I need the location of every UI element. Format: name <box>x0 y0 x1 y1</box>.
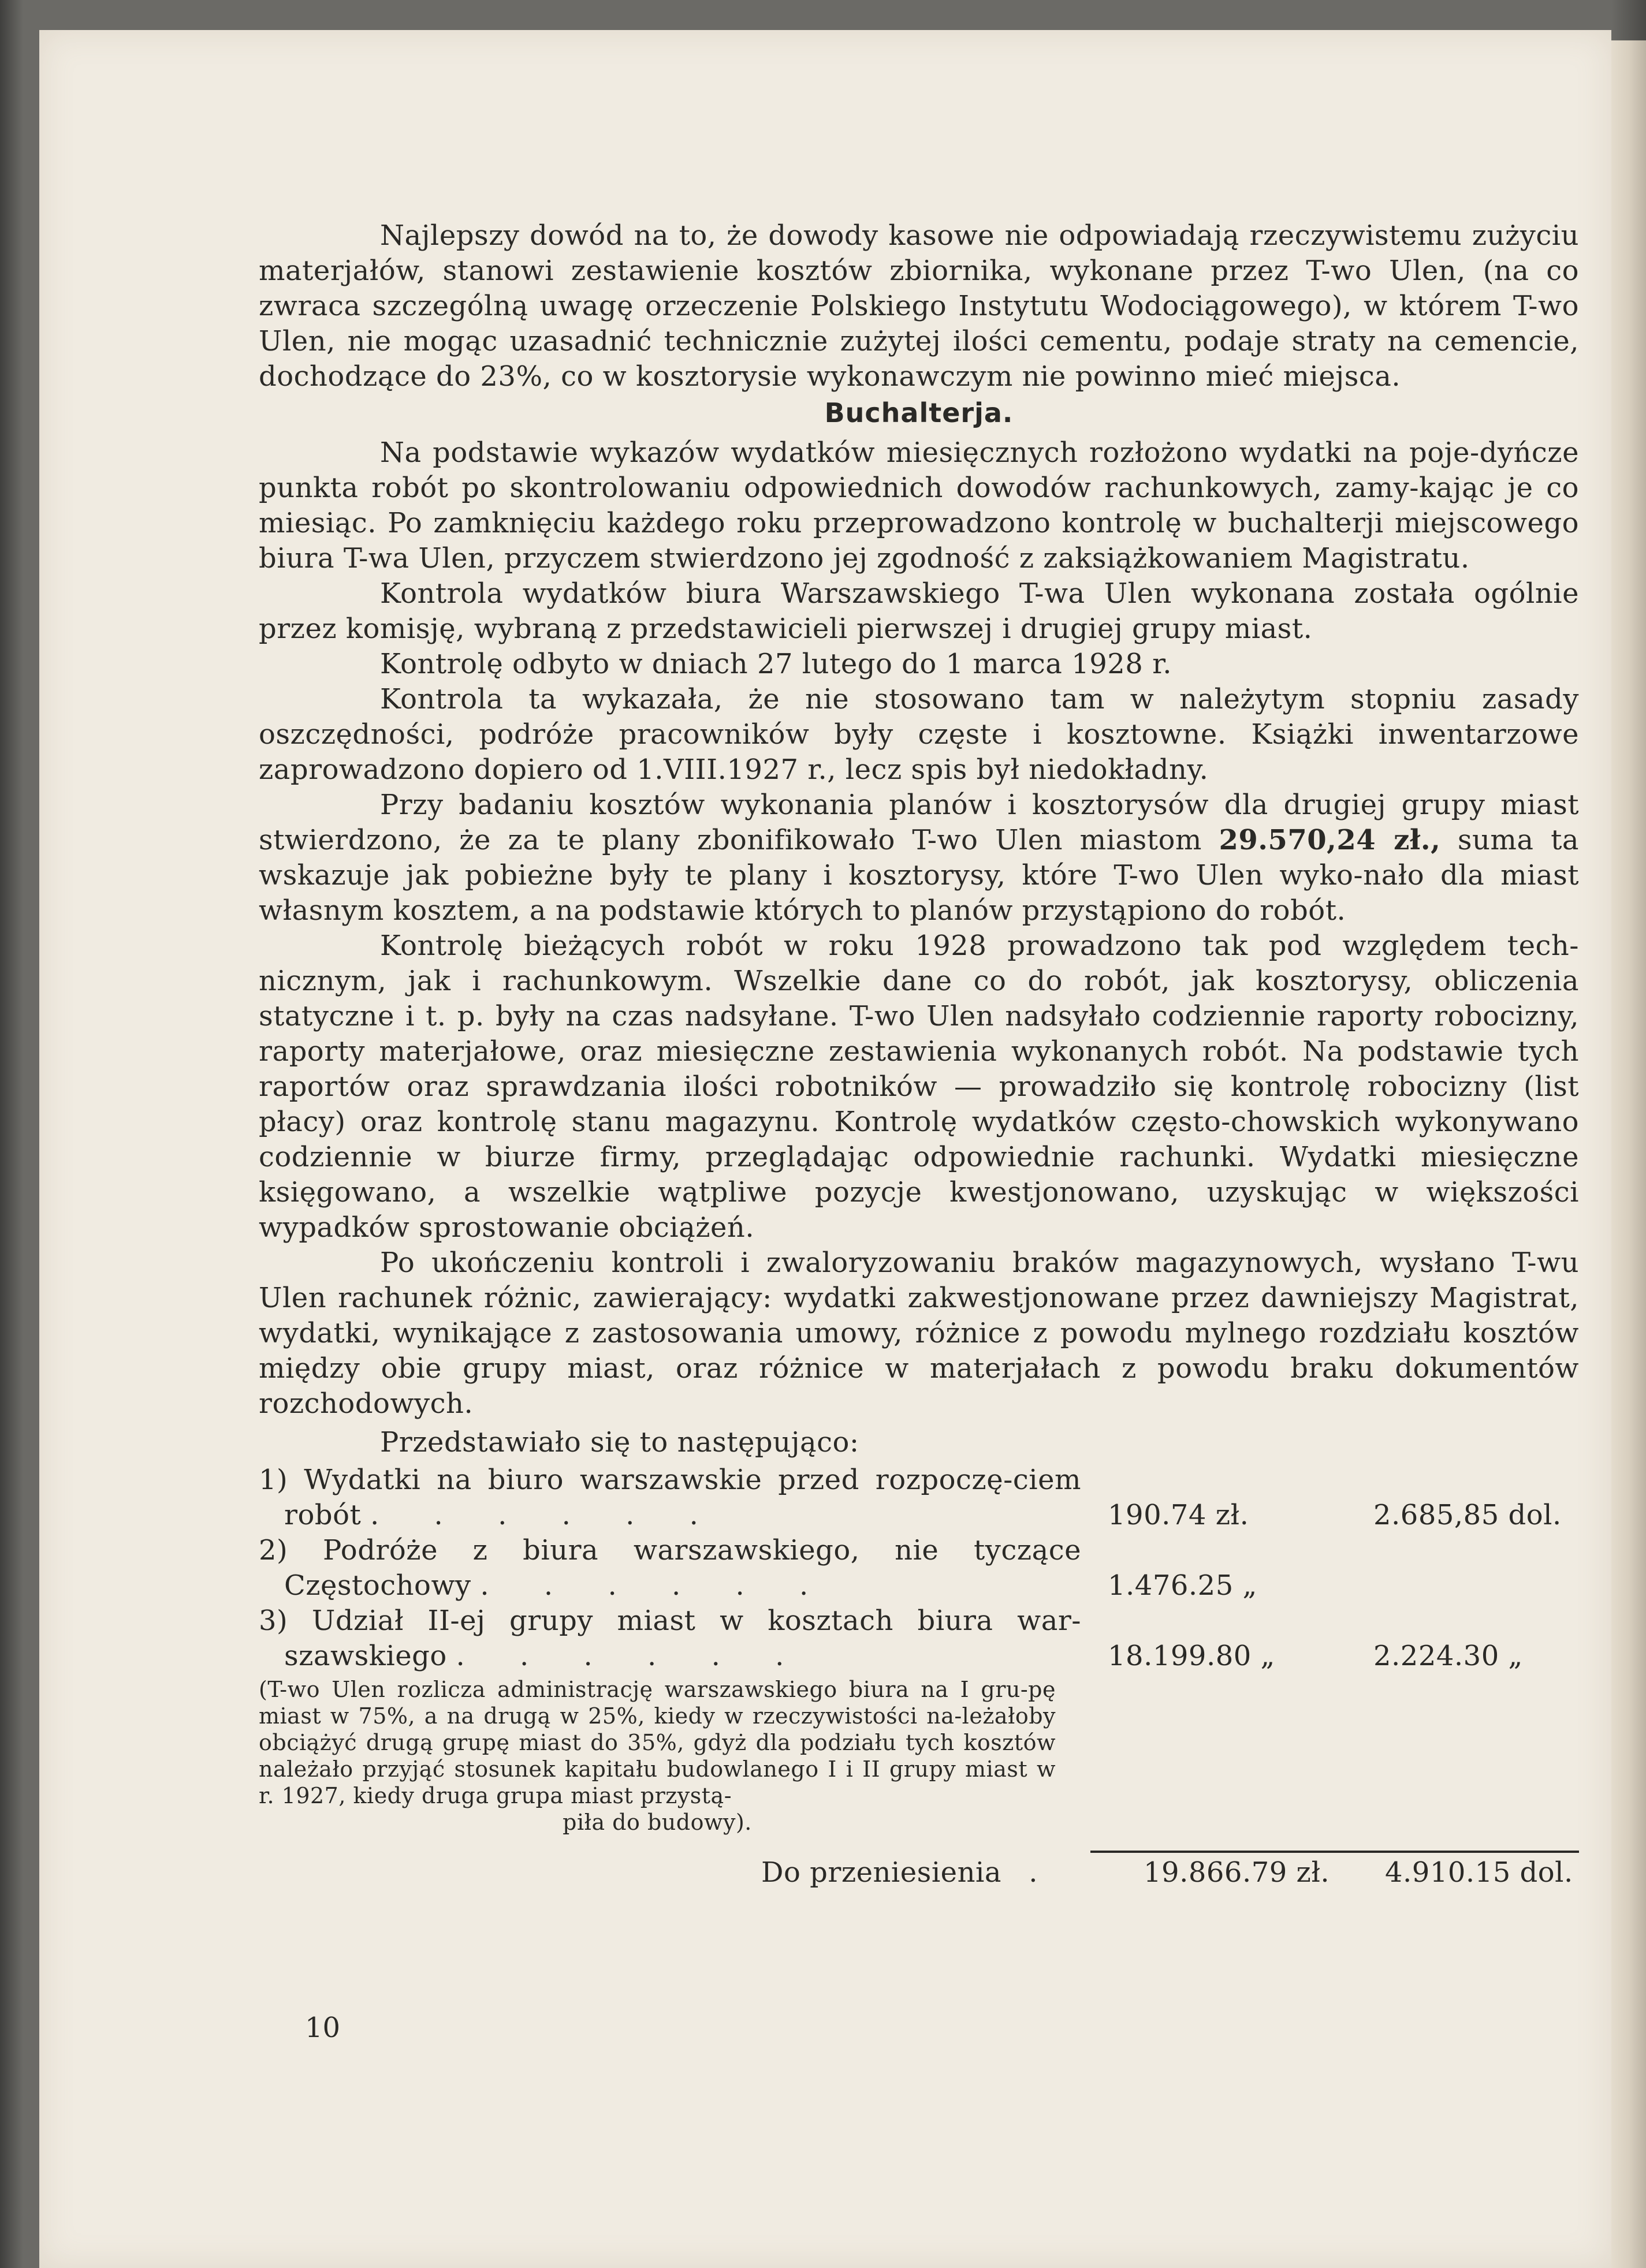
carry-amount-zl: 19.866.79 zł. <box>1144 1856 1330 1889</box>
paragraph: Kontrola ta wykazała, że nie stosowano tam w należytym stopniu zasady oszczędności, podróże pracowników były częste i kosztowne. Książki inwentarzowe zaprowadzono dopiero od 1.VIII.1927 r., lecz spis był niedokładny. <box>259 683 1579 786</box>
page-edge <box>1611 40 1646 2268</box>
page-number: 10 <box>305 2012 341 2044</box>
footnote-body: (T-wo Ulen rozlicza administrację warszawskiego biura na I gru-pę miast w 75%, a na drugą w 25%, kiedy w rzeczywistości na-leżałoby obciążyć drugą grupę miast do 35%, gdyż dla podziału tych kosztów należało przyjąć stosunek kapitału budowlanego I i II grupy miast w r. 1927, kiedy druga grupa miast przystą- <box>259 1677 1056 1808</box>
plans-text-before: Przy badaniu kosztów wykonania planów i kosztorysów dla drugiej grupy miast stwierdzono, że za te plany zbonifikowało T-wo Ulen miastom <box>259 789 1579 856</box>
paragraph-intro: Najlepszy dowód na to, że dowody kasowe nie odpowiadają rzeczywistemu zużyciu materjałów, stanowi zestawienie kosztów zbiornika, wykonane przez T-wo Ulen, (na co zwraca szczególną uwagę orzeczenie Polskiego Instytutu Wodociągowego), w którem T-wo Ulen, nie mogąc uzasadnić technicznie zużytej ilości cementu, podaje straty na cemencie, dochodzące do 23%, co w kosztorysie wykonawczym nie powinno mieć miejsca. <box>259 219 1579 393</box>
row-amount-zl: 1.476.25 „ <box>1108 1569 1257 1602</box>
section-heading: Buchalterja. <box>824 397 1014 428</box>
table-row <box>259 1603 1579 1674</box>
footnote <box>259 1676 1056 1836</box>
row-amount-zl: 18.199.80 „ <box>1108 1640 1275 1672</box>
carry-dot: . <box>1029 1856 1038 1889</box>
row-description <box>259 1463 1081 1533</box>
row-description <box>259 1603 1081 1674</box>
plans-text-after: suma ta wskazuje jak pobieżne były te plany i kosztorysy, które T-wo Ulen wyko-nało dla miast własnym kosztem, a na podstawie których to planów przystąpiono do robót. <box>259 824 1579 927</box>
row-dots: . . . . . . <box>456 1640 807 1672</box>
list-intro: Przedstawiało się to następująco: <box>380 1426 859 1458</box>
row-description <box>259 1533 1081 1603</box>
paragraph: Kontrolę odbyto w dniach 27 lutego do 1 marca 1928 r. <box>380 648 1172 680</box>
row-number: 3) <box>259 1605 288 1637</box>
document-body <box>259 218 1579 1891</box>
paragraph: Kontrola wydatków biura Warszawskiego T-wa Ulen wykonana została ogólnie przez komisję, wybraną z przedstawicieli pierwszej i drugiej grupy miast. <box>259 577 1579 645</box>
paragraph: Po ukończeniu kontroli i zwaloryzowaniu braków magazynowych, wysłano T-wu Ulen rachunek różnic, zawierający: wydatki zakwestjonowane przez dawniejszy Magistrat, wydatki, wynikające z zastosowania umowy, różnice z powodu mylnego rozdziału kosztów między obie grupy miast, oraz różnice w materjałach z powodu braku dokumentów rozchodowych. <box>259 1247 1579 1420</box>
footnote-last-line: piła do budowy). <box>563 1810 752 1835</box>
row-text: Podróże z biura warszawskiego, nie tyczące Częstochowy <box>284 1534 1081 1602</box>
carry-label <box>761 1855 1038 1890</box>
row-amount-dol: 2.685,85 dol. <box>1373 1499 1562 1531</box>
table-row <box>259 1533 1579 1603</box>
carry-amount-dol: 4.910.15 dol. <box>1385 1856 1573 1889</box>
row-number: 2) <box>259 1534 288 1566</box>
carry-label-text: Do przeniesienia <box>761 1856 1001 1889</box>
row-dots: . . . . . . <box>480 1569 832 1602</box>
sum-rule <box>1090 1851 1579 1853</box>
row-text: Wydatki na biuro warszawskie przed rozpoczę-ciem robót <box>284 1464 1081 1531</box>
row-text: Udział II-ej grupy miast w kosztach biura war-szawskiego <box>284 1605 1081 1672</box>
table-row <box>259 1463 1579 1533</box>
row-dots: . . . . . . <box>370 1499 721 1531</box>
plans-amount: 29.570,24 zł., <box>1219 824 1441 856</box>
paragraph-plans <box>259 788 1579 928</box>
cost-table <box>259 1463 1579 1891</box>
paragraph: Na podstawie wykazów wydatków miesięcznych rozłożono wydatki na poje-dyńcze punkta robót po skontrolowaniu odpowiednich dowodów rachunkowych, zamy-kając je co miesiąc. Po zamknięciu każdego roku przeprowadzono kontrolę w buchalterji miejscowego biura T-wa Ulen, przyczem stwierdzono jej zgodność z zaksiążkowaniem Magistratu. <box>259 437 1579 575</box>
row-amount-dol: 2.224.30 „ <box>1373 1640 1523 1672</box>
carry-forward-row <box>259 1851 1579 1891</box>
row-number: 1) <box>259 1464 288 1496</box>
paragraph: Kontrolę bieżących robót w roku 1928 prowadzono tak pod względem tech-nicznym, jak i rachunkowym. Wszelkie dane co do robót, jak kosztorysy, obliczenia statyczne i t. p. były na czas nadsyłane. T-wo Ulen nadsyłało codziennie raporty robocizny, raporty materjałowe, oraz miesięczne zestawienia wykonanych robót. Na podstawie tych raportów oraz sprawdzania ilości robotników — prowadziło się kontrolę robocizny (list płacy) oraz kontrolę stanu magazynu. Kontrolę wydatków często-chowskich wykonywano codziennie w biurze firmy, przeglądając odpowiednie rachunki. Wydatki miesięczne księgowano, a wszelkie wątpliwe pozycje kwestjonowano, uzyskując w większości wypadków sprostowanie obciążeń. <box>259 930 1579 1244</box>
row-amount-zl: 190.74 zł. <box>1108 1499 1249 1531</box>
